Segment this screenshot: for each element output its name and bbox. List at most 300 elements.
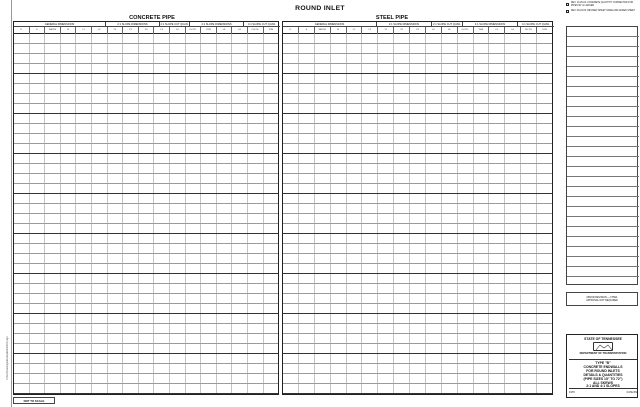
table-cell — [299, 44, 315, 53]
table-cell — [426, 334, 442, 343]
table-cell — [108, 224, 124, 233]
table-cell — [362, 244, 378, 253]
table-cell — [299, 364, 315, 373]
table-cell — [299, 374, 315, 383]
table-cell — [154, 324, 170, 333]
table-cell — [299, 124, 315, 133]
table-cell — [123, 284, 139, 293]
table-cell — [248, 34, 264, 43]
table-cell — [61, 164, 77, 173]
table-cell — [442, 354, 458, 363]
table-cell — [92, 384, 108, 393]
table-cell — [201, 84, 217, 93]
table-cell — [201, 324, 217, 333]
table-cell — [232, 354, 248, 363]
table-cell — [521, 244, 537, 253]
table-cell — [30, 244, 46, 253]
table-cell — [410, 154, 426, 163]
table-cell — [14, 44, 30, 53]
column-header: CU.YD. — [458, 27, 474, 34]
table-cell — [474, 264, 490, 273]
table-cell — [170, 134, 186, 143]
table-cell — [201, 124, 217, 133]
table-cell — [458, 134, 474, 143]
table-cell — [505, 314, 521, 323]
table-cell — [217, 304, 233, 313]
table-cell — [61, 134, 77, 143]
table-cell — [139, 54, 155, 63]
table-cell — [299, 94, 315, 103]
table-cell — [442, 294, 458, 303]
table-cell — [458, 104, 474, 113]
table-cell — [426, 104, 442, 113]
table-cell — [362, 84, 378, 93]
revision-grid-row — [567, 147, 639, 157]
table-cell — [299, 324, 315, 333]
table-cell — [92, 194, 108, 203]
table-cell — [283, 44, 299, 53]
table-cell — [362, 344, 378, 353]
table-row — [283, 104, 552, 114]
table-cell — [458, 114, 474, 123]
table-cell — [426, 84, 442, 93]
table-cell — [14, 254, 30, 263]
table-cell — [521, 224, 537, 233]
table-cell — [264, 184, 279, 193]
table-cell — [76, 294, 92, 303]
table-cell — [76, 74, 92, 83]
table-row — [283, 94, 552, 104]
table-cell — [201, 204, 217, 213]
sheet-name-line: CONCRETE ENDWALLS — [583, 364, 623, 369]
table-cell — [283, 154, 299, 163]
revision-grid-row — [567, 237, 639, 247]
table-cell — [201, 154, 217, 163]
table-cell — [248, 344, 264, 353]
table-cell — [139, 364, 155, 373]
table-cell — [14, 364, 30, 373]
table-row — [283, 384, 552, 394]
table-cell — [537, 344, 552, 353]
table-cell — [170, 344, 186, 353]
fhwa-note-line: MINOR REVISION — FHWA — [586, 296, 618, 299]
revision-grid-row — [567, 157, 639, 167]
table-cell — [61, 54, 77, 63]
table-cell — [217, 234, 233, 243]
table-cell — [232, 54, 248, 63]
table-cell — [394, 234, 410, 243]
table-cell — [505, 154, 521, 163]
table-cell — [61, 174, 77, 183]
table-cell — [347, 264, 363, 273]
table-cell — [505, 104, 521, 113]
table-cell — [378, 354, 394, 363]
table-cell — [45, 244, 61, 253]
table-cell — [14, 264, 30, 273]
table-cell — [299, 184, 315, 193]
table-cell — [30, 194, 46, 203]
table-cell — [248, 134, 264, 143]
table-cell — [394, 374, 410, 383]
table-row — [14, 184, 278, 194]
revision-grid-row — [567, 67, 639, 77]
table-cell — [474, 304, 490, 313]
table-cell — [76, 334, 92, 343]
table-cell — [394, 64, 410, 73]
table-cell — [521, 124, 537, 133]
revision-text: REV. 10-25-04: CONCRETE QUANTITY CORRECTED FOR PIPES 60" & LARGER — [571, 2, 634, 7]
table-cell — [201, 104, 217, 113]
table-cell — [426, 234, 442, 243]
table-cell — [410, 324, 426, 333]
table-cell — [61, 274, 77, 283]
table-cell — [537, 364, 552, 373]
table-cell — [283, 354, 299, 363]
table-cell — [45, 254, 61, 263]
table-cell — [426, 324, 442, 333]
table-cell — [170, 244, 186, 253]
table-cell — [217, 164, 233, 173]
table-cell — [30, 264, 46, 273]
table-cell — [283, 164, 299, 173]
sheet-name-line: DETAILS & QUANTITIES — [583, 372, 623, 377]
table-cell — [30, 354, 46, 363]
table-cell — [45, 194, 61, 203]
table-cell — [458, 334, 474, 343]
table-row — [283, 124, 552, 134]
column-header: L2 — [92, 27, 108, 34]
table-cell — [505, 64, 521, 73]
table-cell — [410, 384, 426, 393]
table-cell — [331, 214, 347, 223]
table-cell — [410, 44, 426, 53]
table-cell — [299, 344, 315, 353]
table-cell — [232, 254, 248, 263]
table-cell — [474, 284, 490, 293]
table-cell — [426, 254, 442, 263]
table-cell — [108, 374, 124, 383]
table-cell — [76, 224, 92, 233]
table-cell — [505, 34, 521, 43]
table-cell — [139, 384, 155, 393]
table-cell — [154, 234, 170, 243]
table-cell — [76, 164, 92, 173]
column-header: WIDTH — [315, 27, 331, 34]
table-cell — [331, 314, 347, 323]
table-cell — [458, 244, 474, 253]
table-cell — [410, 104, 426, 113]
table-cell — [347, 144, 363, 153]
table-cell — [362, 164, 378, 173]
table-cell — [139, 224, 155, 233]
table-cell — [521, 114, 537, 123]
group-header: 4:1 SLOPE CUT QUAN. — [518, 22, 554, 27]
table-row — [283, 154, 552, 164]
table-cell — [201, 34, 217, 43]
table-row — [14, 144, 278, 154]
column-header: L6 — [505, 27, 521, 34]
table-cell — [92, 364, 108, 373]
table-row — [14, 174, 278, 184]
table-cell — [201, 274, 217, 283]
table-cell — [537, 94, 552, 103]
table-cell — [217, 174, 233, 183]
table-cell — [458, 174, 474, 183]
table-row — [283, 64, 552, 74]
table-cell — [394, 274, 410, 283]
table-cell — [170, 154, 186, 163]
table-header — [14, 22, 278, 34]
table-cell — [299, 74, 315, 83]
table-cell — [442, 344, 458, 353]
table-cell — [232, 74, 248, 83]
table-cell — [521, 44, 537, 53]
table-cell — [123, 114, 139, 123]
table-cell — [123, 144, 139, 153]
table-cell — [92, 254, 108, 263]
table-cell — [315, 324, 331, 333]
table-cell — [201, 44, 217, 53]
table-cell — [139, 314, 155, 323]
not-to-scale-label: NOT TO SCALE — [13, 397, 55, 404]
table-cell — [489, 344, 505, 353]
table-cell — [154, 104, 170, 113]
table-cell — [505, 114, 521, 123]
table-cell — [394, 134, 410, 143]
table-cell — [378, 344, 394, 353]
column-header: CU.YD. — [248, 27, 264, 34]
table-cell — [186, 244, 202, 253]
table-cell — [442, 154, 458, 163]
table-cell — [61, 334, 77, 343]
table-cell — [442, 244, 458, 253]
table-cell — [154, 34, 170, 43]
table-cell — [347, 334, 363, 343]
table-cell — [248, 374, 264, 383]
table-cell — [45, 144, 61, 153]
table-cell — [123, 224, 139, 233]
table-cell — [299, 254, 315, 263]
table-cell — [201, 174, 217, 183]
table-cell — [201, 354, 217, 363]
table-cell — [186, 334, 202, 343]
table-cell — [331, 324, 347, 333]
table-cell — [283, 214, 299, 223]
table-cell — [123, 204, 139, 213]
table-cell — [410, 84, 426, 93]
column-header-row — [14, 27, 278, 34]
table-cell — [154, 64, 170, 73]
table-cell — [537, 294, 552, 303]
table-cell — [442, 104, 458, 113]
revision-grid-row — [567, 107, 639, 117]
table-cell — [378, 134, 394, 143]
table-cell — [283, 264, 299, 273]
table-cell — [505, 204, 521, 213]
table-cell — [474, 94, 490, 103]
table-cell — [264, 194, 279, 203]
table-cell — [283, 124, 299, 133]
table-cell — [170, 364, 186, 373]
table-cell — [426, 204, 442, 213]
table-cell — [154, 204, 170, 213]
table-cell — [217, 334, 233, 343]
table-cell — [108, 74, 124, 83]
table-cell — [537, 44, 552, 53]
table-cell — [394, 254, 410, 263]
table-cell — [331, 84, 347, 93]
table-cell — [489, 114, 505, 123]
table-cell — [61, 124, 77, 133]
table-cell — [394, 54, 410, 63]
table-cell — [154, 364, 170, 373]
table-cell — [521, 134, 537, 143]
table-cell — [45, 184, 61, 193]
side-panel — [566, 2, 638, 405]
table-cell — [92, 94, 108, 103]
table-cell — [410, 174, 426, 183]
table-cell — [154, 314, 170, 323]
table-cell — [458, 304, 474, 313]
table-row — [14, 354, 278, 364]
table-cell — [378, 184, 394, 193]
table-cell — [505, 334, 521, 343]
table-cell — [92, 204, 108, 213]
table-cell — [378, 284, 394, 293]
title-block — [566, 334, 638, 398]
table-cell — [315, 144, 331, 153]
table-cell — [232, 334, 248, 343]
table-cell — [442, 114, 458, 123]
table-cell — [521, 204, 537, 213]
table-cell — [537, 264, 552, 273]
table-cell — [315, 134, 331, 143]
table-cell — [139, 344, 155, 353]
table-cell — [458, 324, 474, 333]
table-cell — [217, 274, 233, 283]
table-cell — [232, 244, 248, 253]
table-cell — [232, 274, 248, 283]
column-header: L2 — [362, 27, 378, 34]
table-cell — [283, 94, 299, 103]
table-cell — [410, 94, 426, 103]
table-cell — [123, 214, 139, 223]
table-cell — [248, 54, 264, 63]
table-cell — [30, 94, 46, 103]
table-cell — [123, 84, 139, 93]
table-cell — [283, 54, 299, 63]
table-cell — [217, 74, 233, 83]
table-cell — [139, 254, 155, 263]
table-cell — [76, 54, 92, 63]
table-cell — [108, 294, 124, 303]
revision-grid-row — [567, 57, 639, 67]
table-cell — [217, 104, 233, 113]
table-cell — [30, 344, 46, 353]
table-cell — [92, 344, 108, 353]
table-cell — [299, 214, 315, 223]
table-cell — [315, 34, 331, 43]
table-cell — [45, 134, 61, 143]
table-cell — [14, 164, 30, 173]
table-cell — [537, 174, 552, 183]
table-cell — [362, 104, 378, 113]
table-cell — [45, 214, 61, 223]
table-cell — [458, 374, 474, 383]
table-cell — [315, 254, 331, 263]
group-header: 2:1 SLOPE DIMENSIONS — [106, 22, 160, 27]
table-cell — [474, 174, 490, 183]
table-cell — [248, 274, 264, 283]
table-cell — [108, 264, 124, 273]
table-cell — [154, 354, 170, 363]
table-cell — [123, 54, 139, 63]
table-cell — [410, 354, 426, 363]
table-cell — [217, 284, 233, 293]
table-cell — [347, 364, 363, 373]
revision-list — [566, 2, 638, 15]
table-cell — [154, 54, 170, 63]
table-cell — [362, 114, 378, 123]
table-cell — [283, 224, 299, 233]
table-cell — [45, 44, 61, 53]
table-row — [283, 314, 552, 324]
table-cell — [394, 284, 410, 293]
table-cell — [458, 154, 474, 163]
table-cell — [264, 294, 279, 303]
steel-pipe-table — [282, 21, 553, 395]
table-cell — [14, 384, 30, 393]
table-cell — [248, 354, 264, 363]
table-cell — [30, 134, 46, 143]
table-cell — [362, 144, 378, 153]
table-cell — [45, 374, 61, 383]
table-cell — [410, 64, 426, 73]
table-cell — [154, 114, 170, 123]
table-cell — [186, 94, 202, 103]
table-cell — [315, 114, 331, 123]
table-cell — [537, 164, 552, 173]
table-cell — [45, 364, 61, 373]
table-cell — [283, 84, 299, 93]
table-cell — [362, 304, 378, 313]
table-cell — [92, 164, 108, 173]
table-cell — [170, 384, 186, 393]
table-cell — [378, 54, 394, 63]
table-cell — [123, 354, 139, 363]
table-cell — [45, 284, 61, 293]
table-cell — [45, 104, 61, 113]
table-cell — [505, 304, 521, 313]
table-cell — [76, 174, 92, 183]
table-cell — [283, 64, 299, 73]
table-cell — [139, 174, 155, 183]
table-cell — [108, 94, 124, 103]
column-header: Y1 — [108, 27, 124, 34]
table-cell — [283, 344, 299, 353]
table-cell — [14, 64, 30, 73]
table-row — [14, 114, 278, 124]
fhwa-note — [566, 292, 638, 306]
table-cell — [170, 84, 186, 93]
table-cell — [347, 254, 363, 263]
table-cell — [170, 164, 186, 173]
table-cell — [505, 194, 521, 203]
table-cell — [458, 294, 474, 303]
table-cell — [331, 104, 347, 113]
table-cell — [521, 254, 537, 263]
table-cell — [30, 144, 46, 153]
